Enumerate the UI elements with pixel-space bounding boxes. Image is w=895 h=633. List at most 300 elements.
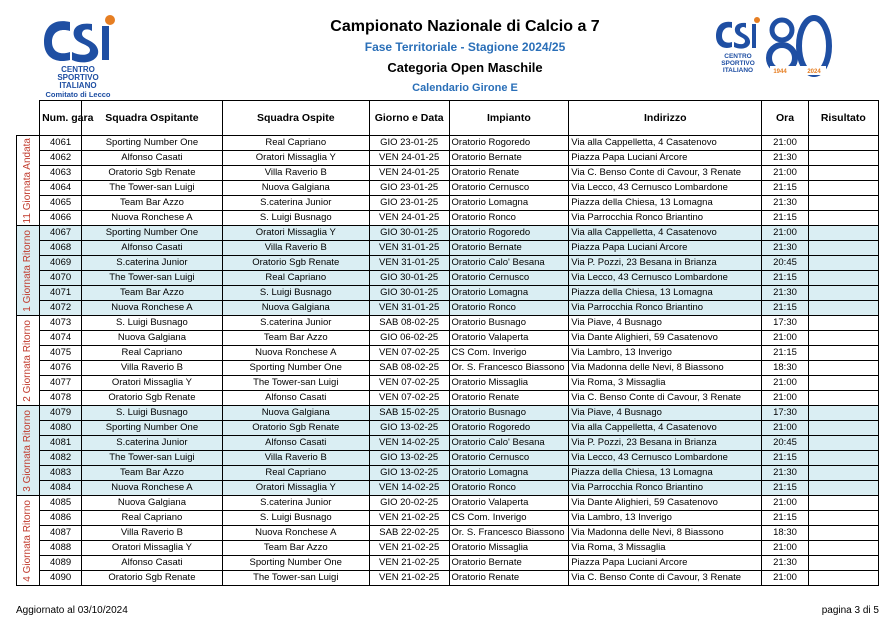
match-number: 4088 [40, 541, 82, 556]
venue: CS Com. Inverigo [449, 346, 569, 361]
address: Piazza Papa Luciani Arcore [569, 556, 762, 571]
match-time: 21:30 [762, 286, 808, 301]
away-team: Real Capriano [222, 466, 369, 481]
match-number: 4066 [40, 211, 82, 226]
logo-right-line-2: SPORTIVO [721, 60, 755, 67]
away-team: S. Luigi Busnago [222, 286, 369, 301]
match-result [808, 226, 878, 241]
match-number: 4070 [40, 271, 82, 286]
home-team: Real Capriano [82, 511, 223, 526]
match-result [808, 571, 878, 586]
table-row [17, 391, 879, 406]
venue: Oratorio Busnago [449, 316, 569, 331]
match-number: 4061 [40, 136, 82, 151]
match-result [808, 301, 878, 316]
col-header-num: Num. gara [40, 101, 82, 136]
round-label: 4 Giornata Ritorno [22, 499, 34, 582]
match-number: 4062 [40, 151, 82, 166]
address: Via Parrocchia Ronco Briantino [569, 211, 762, 226]
calendar-table [16, 100, 879, 586]
match-time: 21:00 [762, 331, 808, 346]
match-date: GIO 06-02-25 [369, 331, 449, 346]
csi-80-logo [714, 14, 832, 84]
address: Piazza della Chiesa, 13 Lomagna [569, 466, 762, 481]
home-team: Team Bar Azzo [82, 466, 223, 481]
round-label: 2 Giornata Ritorno [22, 319, 34, 402]
match-result [808, 166, 878, 181]
match-result [808, 406, 878, 421]
away-team: S.caterina Junior [222, 496, 369, 511]
match-number: 4085 [40, 496, 82, 511]
table-row [17, 571, 879, 586]
match-result [808, 481, 878, 496]
away-team: Alfonso Casati [222, 391, 369, 406]
match-number: 4075 [40, 346, 82, 361]
logo-right-line-1: CENTRO [724, 53, 752, 60]
venue: Oratorio Ronco [449, 211, 569, 226]
venue: Oratorio Renate [449, 166, 569, 181]
match-result [808, 136, 878, 151]
venue: Oratorio Bernate [449, 241, 569, 256]
address: Piazza della Chiesa, 13 Lomagna [569, 286, 762, 301]
away-team: Nuova Ronchese A [222, 526, 369, 541]
address: Via Lecco, 43 Cernusco Lombardone [569, 181, 762, 196]
address: Via Roma, 3 Missaglia [569, 376, 762, 391]
match-number: 4068 [40, 241, 82, 256]
home-team: Sporting Number One [82, 136, 223, 151]
table-row [17, 466, 879, 481]
table-row [17, 421, 879, 436]
home-team: Oratori Missaglia Y [82, 376, 223, 391]
match-result [808, 376, 878, 391]
away-team: Oratori Missaglia Y [222, 151, 369, 166]
match-date: SAB 08-02-25 [369, 316, 449, 331]
venue: Oratorio Missaglia [449, 376, 569, 391]
home-team: Nuova Ronchese A [82, 211, 223, 226]
match-date: GIO 13-02-25 [369, 451, 449, 466]
away-team: Nuova Galgiana [222, 301, 369, 316]
away-team: S. Luigi Busnago [222, 211, 369, 226]
round-label-cell [17, 136, 40, 226]
match-number: 4083 [40, 466, 82, 481]
match-result [808, 361, 878, 376]
col-header-date: Giorno e Data [369, 101, 449, 136]
address: Piazza Papa Luciani Arcore [569, 151, 762, 166]
venue: Oratorio Bernate [449, 151, 569, 166]
match-date: SAB 22-02-25 [369, 526, 449, 541]
match-time: 21:30 [762, 241, 808, 256]
home-team: The Tower-san Luigi [82, 181, 223, 196]
match-time: 21:00 [762, 166, 808, 181]
round-label: 1 Giornata Ritorno [22, 229, 34, 312]
match-result [808, 496, 878, 511]
match-result [808, 331, 878, 346]
venue: Oratorio Valaperta [449, 496, 569, 511]
home-team: S.caterina Junior [82, 256, 223, 271]
address: Via Parrocchia Ronco Briantino [569, 481, 762, 496]
table-row [17, 226, 879, 241]
venue: Oratorio Calo' Besana [449, 436, 569, 451]
col-header-address: Indirizzo [569, 101, 762, 136]
match-result [808, 451, 878, 466]
away-team: Real Capriano [222, 271, 369, 286]
match-result [808, 511, 878, 526]
match-result [808, 286, 878, 301]
home-team: Oratori Missaglia Y [82, 541, 223, 556]
match-time: 21:00 [762, 541, 808, 556]
table-row [17, 151, 879, 166]
venue: Oratorio Renate [449, 571, 569, 586]
table-row [17, 196, 879, 211]
match-date: SAB 08-02-25 [369, 361, 449, 376]
table-row [17, 361, 879, 376]
table-row [17, 181, 879, 196]
match-number: 4082 [40, 451, 82, 466]
venue: CS Com. Inverigo [449, 511, 569, 526]
match-result [808, 316, 878, 331]
match-date: VEN 31-01-25 [369, 241, 449, 256]
home-team: Alfonso Casati [82, 556, 223, 571]
csi-logo-icon [30, 14, 126, 98]
home-team: Villa Raverio B [82, 526, 223, 541]
match-number: 4080 [40, 421, 82, 436]
home-team: S.caterina Junior [82, 436, 223, 451]
table-row [17, 451, 879, 466]
away-team: The Tower-san Luigi [222, 376, 369, 391]
address: Via alla Cappelletta, 4 Casatenovo [569, 136, 762, 151]
table-row [17, 211, 879, 226]
updated-date: Aggiornato al 03/10/2024 [16, 605, 128, 616]
address: Via alla Cappelletta, 4 Casatenovo [569, 421, 762, 436]
match-result [808, 346, 878, 361]
away-team: Villa Raverio B [222, 451, 369, 466]
match-number: 4073 [40, 316, 82, 331]
match-date: VEN 14-02-25 [369, 481, 449, 496]
address: Via Dante Alighieri, 59 Casatenovo [569, 331, 762, 346]
match-result [808, 196, 878, 211]
match-date: VEN 21-02-25 [369, 556, 449, 571]
table-header-row [17, 101, 879, 136]
match-date: GIO 23-01-25 [369, 196, 449, 211]
match-result [808, 466, 878, 481]
match-date: VEN 07-02-25 [369, 346, 449, 361]
address: Via Piave, 4 Busnago [569, 406, 762, 421]
match-number: 4081 [40, 436, 82, 451]
match-number: 4089 [40, 556, 82, 571]
match-number: 4072 [40, 301, 82, 316]
logo-line-1: CENTRO [61, 65, 95, 74]
away-team: Oratori Missaglia Y [222, 481, 369, 496]
table-row [17, 346, 879, 361]
address: Via Dante Alighieri, 59 Casatenovo [569, 496, 762, 511]
match-time: 21:00 [762, 226, 808, 241]
page-subtitle: Fase Territoriale - Stagione 2024/25 [364, 40, 566, 54]
venue: Oratorio Rogoredo [449, 136, 569, 151]
match-date: VEN 21-02-25 [369, 541, 449, 556]
away-team: The Tower-san Luigi [222, 571, 369, 586]
address: Via Roma, 3 Missaglia [569, 541, 762, 556]
venue: Oratorio Lomagna [449, 466, 569, 481]
away-team: Sporting Number One [222, 556, 369, 571]
col-header-home: Squadra Ospitante [82, 101, 223, 136]
match-result [808, 391, 878, 406]
logo-right-line-3: ITALIANO [722, 67, 754, 74]
home-team: Oratorio Sgb Renate [82, 391, 223, 406]
home-team: Team Bar Azzo [82, 196, 223, 211]
match-date: VEN 24-01-25 [369, 166, 449, 181]
match-number: 4076 [40, 361, 82, 376]
logo-committee: Comitato di Lecco [45, 90, 111, 99]
match-time: 21:15 [762, 346, 808, 361]
home-team: Nuova Galgiana [82, 331, 223, 346]
venue: Oratorio Valaperta [449, 331, 569, 346]
col-header-venue: Impianto [449, 101, 569, 136]
match-result [808, 256, 878, 271]
home-team: Nuova Ronchese A [82, 301, 223, 316]
table-row [17, 436, 879, 451]
table-row [17, 241, 879, 256]
round-label-cell [17, 316, 40, 406]
match-date: GIO 13-02-25 [369, 421, 449, 436]
match-date: GIO 30-01-25 [369, 226, 449, 241]
match-time: 21:00 [762, 136, 808, 151]
match-result [808, 271, 878, 286]
logo-line-3: ITALIANO [59, 81, 97, 90]
address: Piazza della Chiesa, 13 Lomagna [569, 196, 762, 211]
match-time: 21:00 [762, 571, 808, 586]
venue: Oratorio Calo' Besana [449, 256, 569, 271]
table-row [17, 481, 879, 496]
page-number: pagina 3 di 5 [821, 605, 879, 616]
col-header-away: Squadra Ospite [222, 101, 369, 136]
table-row [17, 316, 879, 331]
match-time: 18:30 [762, 526, 808, 541]
round-label-cell [17, 226, 40, 316]
match-result [808, 211, 878, 226]
match-date: GIO 20-02-25 [369, 496, 449, 511]
away-team: Villa Raverio B [222, 166, 369, 181]
header-spacer [17, 101, 40, 136]
address: Via Lambro, 13 Inverigo [569, 346, 762, 361]
match-number: 4087 [40, 526, 82, 541]
venue: Oratorio Cernusco [449, 271, 569, 286]
match-date: GIO 23-01-25 [369, 181, 449, 196]
match-date: VEN 21-02-25 [369, 571, 449, 586]
away-team: Nuova Galgiana [222, 181, 369, 196]
match-time: 18:30 [762, 361, 808, 376]
match-date: GIO 30-01-25 [369, 286, 449, 301]
match-time: 21:00 [762, 391, 808, 406]
home-team: Real Capriano [82, 346, 223, 361]
home-team: The Tower-san Luigi [82, 451, 223, 466]
away-team: Team Bar Azzo [222, 541, 369, 556]
address: Via Madonna delle Nevi, 8 Biassono [569, 526, 762, 541]
match-time: 21:30 [762, 151, 808, 166]
match-number: 4064 [40, 181, 82, 196]
table-row [17, 556, 879, 571]
home-team: The Tower-san Luigi [82, 271, 223, 286]
page-title: Campionato Nazionale di Calcio a 7 [330, 18, 600, 35]
table-row [17, 136, 879, 151]
home-team: Oratorio Sgb Renate [82, 166, 223, 181]
table-row [17, 511, 879, 526]
venue: Or. S. Francesco Biassono [449, 361, 569, 376]
match-number: 4084 [40, 481, 82, 496]
round-label-cell [17, 406, 40, 496]
match-number: 4079 [40, 406, 82, 421]
home-team: Sporting Number One [82, 421, 223, 436]
away-team: Oratorio Sgb Renate [222, 256, 369, 271]
match-number: 4074 [40, 331, 82, 346]
match-result [808, 556, 878, 571]
home-team: S. Luigi Busnago [82, 316, 223, 331]
match-date: VEN 31-01-25 [369, 301, 449, 316]
round-label: 3 Giornata Ritorno [22, 409, 34, 492]
table-row [17, 286, 879, 301]
match-time: 20:45 [762, 256, 808, 271]
match-date: VEN 21-02-25 [369, 511, 449, 526]
table-row [17, 256, 879, 271]
match-date: VEN 24-01-25 [369, 151, 449, 166]
venue: Oratorio Busnago [449, 406, 569, 421]
match-time: 17:30 [762, 316, 808, 331]
match-date: VEN 14-02-25 [369, 436, 449, 451]
csi-80-anniversary-icon [714, 14, 832, 84]
match-number: 4069 [40, 256, 82, 271]
match-number: 4077 [40, 376, 82, 391]
away-team: Nuova Galgiana [222, 406, 369, 421]
venue: Oratorio Rogoredo [449, 226, 569, 241]
venue: Oratorio Renate [449, 391, 569, 406]
venue: Oratorio Lomagna [449, 196, 569, 211]
home-team: Villa Raverio B [82, 361, 223, 376]
match-result [808, 541, 878, 556]
match-time: 21:15 [762, 181, 808, 196]
match-result [808, 241, 878, 256]
away-team: Sporting Number One [222, 361, 369, 376]
match-time: 21:30 [762, 466, 808, 481]
home-team: Alfonso Casati [82, 151, 223, 166]
logo-year-start: 1944 [773, 69, 787, 75]
table-row [17, 271, 879, 286]
match-time: 21:15 [762, 301, 808, 316]
match-result [808, 151, 878, 166]
match-number: 4090 [40, 571, 82, 586]
address: Piazza Papa Luciani Arcore [569, 241, 762, 256]
venue: Oratorio Lomagna [449, 286, 569, 301]
match-time: 21:30 [762, 556, 808, 571]
away-team: Alfonso Casati [222, 436, 369, 451]
match-number: 4078 [40, 391, 82, 406]
match-result [808, 181, 878, 196]
address: Via C. Benso Conte di Cavour, 3 Renate [569, 166, 762, 181]
away-team: Team Bar Azzo [222, 331, 369, 346]
table-row [17, 166, 879, 181]
match-date: VEN 07-02-25 [369, 376, 449, 391]
match-date: GIO 23-01-25 [369, 136, 449, 151]
home-team: Team Bar Azzo [82, 286, 223, 301]
round-label-cell [17, 496, 40, 586]
address: Via Madonna delle Nevi, 8 Biassono [569, 361, 762, 376]
home-team: S. Luigi Busnago [82, 406, 223, 421]
home-team: Alfonso Casati [82, 241, 223, 256]
round-label: 11 Giornata Andata [22, 137, 34, 224]
match-time: 21:15 [762, 451, 808, 466]
home-team: Nuova Galgiana [82, 496, 223, 511]
address: Via Lecco, 43 Cernusco Lombardone [569, 451, 762, 466]
table-row [17, 496, 879, 511]
away-team: S. Luigi Busnago [222, 511, 369, 526]
venue: Oratorio Bernate [449, 556, 569, 571]
venue: Oratorio Cernusco [449, 451, 569, 466]
match-result [808, 526, 878, 541]
table-row [17, 301, 879, 316]
address: Via Piave, 4 Busnago [569, 316, 762, 331]
logo-year-end: 2024 [807, 69, 821, 75]
address: Via Lecco, 43 Cernusco Lombardone [569, 271, 762, 286]
match-time: 21:15 [762, 481, 808, 496]
match-date: VEN 31-01-25 [369, 256, 449, 271]
away-team: Nuova Ronchese A [222, 346, 369, 361]
match-date: SAB 15-02-25 [369, 406, 449, 421]
table-row [17, 526, 879, 541]
address: Via alla Cappelletta, 4 Casatenovo [569, 226, 762, 241]
match-date: VEN 07-02-25 [369, 391, 449, 406]
address: Via C. Benso Conte di Cavour, 3 Renate [569, 391, 762, 406]
match-date: GIO 13-02-25 [369, 466, 449, 481]
away-team: S.caterina Junior [222, 196, 369, 211]
csi-lecco-logo [30, 14, 126, 98]
away-team: Villa Raverio B [222, 241, 369, 256]
home-team: Nuova Ronchese A [82, 481, 223, 496]
match-time: 21:15 [762, 211, 808, 226]
away-team: Oratorio Sgb Renate [222, 421, 369, 436]
match-result [808, 421, 878, 436]
address: Via P. Pozzi, 23 Besana in Brianza [569, 436, 762, 451]
home-team: Sporting Number One [82, 226, 223, 241]
table-row [17, 376, 879, 391]
match-time: 21:30 [762, 196, 808, 211]
address: Via C. Benso Conte di Cavour, 3 Renate [569, 571, 762, 586]
address: Via Lambro, 13 Inverigo [569, 511, 762, 526]
venue: Oratorio Rogoredo [449, 421, 569, 436]
match-time: 17:30 [762, 406, 808, 421]
away-team: Oratori Missaglia Y [222, 226, 369, 241]
calendar-title: Calendario Girone E [412, 82, 518, 94]
match-number: 4086 [40, 511, 82, 526]
venue: Oratorio Ronco [449, 481, 569, 496]
col-header-result: Risultato [808, 101, 878, 136]
match-number: 4063 [40, 166, 82, 181]
venue: Or. S. Francesco Biassono [449, 526, 569, 541]
match-time: 21:00 [762, 376, 808, 391]
match-time: 20:45 [762, 436, 808, 451]
calendar-body [17, 136, 879, 586]
match-time: 21:15 [762, 511, 808, 526]
table-row [17, 541, 879, 556]
venue: Oratorio Cernusco [449, 181, 569, 196]
match-time: 21:15 [762, 271, 808, 286]
table-row [17, 331, 879, 346]
away-team: S.caterina Junior [222, 316, 369, 331]
match-date: GIO 30-01-25 [369, 271, 449, 286]
venue: Oratorio Ronco [449, 301, 569, 316]
table-row [17, 406, 879, 421]
logo-line-2: SPORTIVO [57, 73, 99, 82]
home-team: Oratorio Sgb Renate [82, 571, 223, 586]
match-time: 21:00 [762, 421, 808, 436]
match-result [808, 436, 878, 451]
